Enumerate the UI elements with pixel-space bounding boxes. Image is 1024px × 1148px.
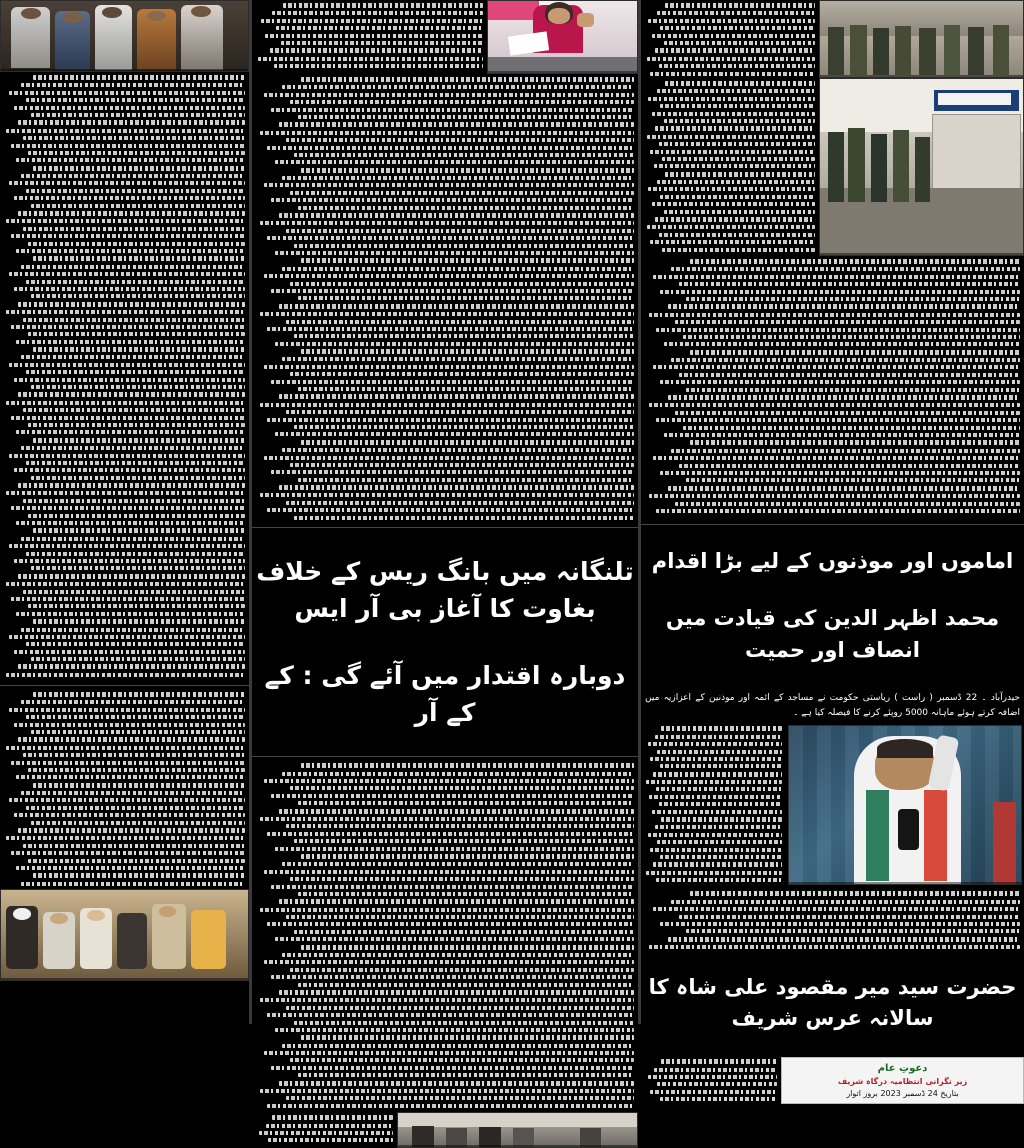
col1-article-1 (0, 72, 249, 682)
col2-article-bottom (252, 1112, 397, 1148)
col3-article-top2 (641, 256, 1024, 521)
speaker-at-podium-photo (788, 725, 1022, 885)
col3-headline-2: محمد اظہر الدین کی قیادت میں انصاف اور حمیت (665, 606, 1000, 662)
press-conference-photo (487, 0, 638, 74)
ad-title: دعوتِ عام (877, 1063, 928, 1075)
col3-article-topleft (641, 0, 819, 78)
gathering-photo (0, 889, 249, 981)
column-3 (641, 0, 1024, 1099)
photo-caption (789, 882, 1021, 884)
police-line-photo (819, 0, 1024, 78)
col2-article-mid (252, 760, 638, 1112)
photo-caption (820, 75, 1023, 77)
photo-caption (488, 71, 637, 73)
ad-line-1: زیر نگرانی انتظامیہ درگاہ شریف (837, 1077, 968, 1087)
divider (641, 524, 1024, 525)
group-meeting-photo (0, 0, 249, 72)
hall-event-photo (397, 1112, 638, 1148)
photo-caption (1, 69, 248, 71)
col1-article-2 (0, 689, 249, 889)
col3-article-bottom (641, 888, 1024, 950)
col2-headline-2: دوبارہ اقتدار میں آئے گی : کے کے آر (264, 660, 626, 727)
column-1 (0, 0, 249, 1024)
ad-line-2: بتاریخ 24 ڈسمبر 2023 بروز اتوار (846, 1089, 959, 1099)
col2-headline-1: تلنگانہ میں بانگ ریس کے خلاف بغاوت کا آغاز بی آر ایس (256, 556, 634, 624)
col3-article-last (641, 1056, 781, 1104)
divider (0, 685, 249, 686)
photo-caption (398, 1145, 637, 1147)
col3-lead: حیدرآباد ۔ 22 ڈسمبر ( راست ) ریاستی حکومت نے مساجد کے ائمہ اور موذنین کے اعزازیہ میں اضافہ کرتے ہوئے ماہانہ 5000 روپئے کرنے کا فیصلہ کیا ہے ۔ (645, 692, 1020, 719)
column-2 (252, 0, 638, 1024)
col2-article-top (252, 74, 638, 524)
photo-caption (820, 253, 1023, 255)
divider (252, 756, 638, 757)
col2-article-top-left (252, 0, 487, 74)
col3-headline-3: حضرت سید میر مقصود علی شاہ کا سالانہ عرس شریف (648, 974, 1017, 1031)
bank-street-photo (819, 78, 1024, 256)
urs-advertisement (781, 1057, 1024, 1104)
col3-headline-1: اماموں اور موذنوں کے لیے بڑا اقدام (651, 549, 1014, 574)
col3-article-mid (641, 723, 786, 888)
photo-caption (1, 978, 248, 980)
divider (252, 527, 638, 528)
col3-article-top (641, 78, 819, 256)
